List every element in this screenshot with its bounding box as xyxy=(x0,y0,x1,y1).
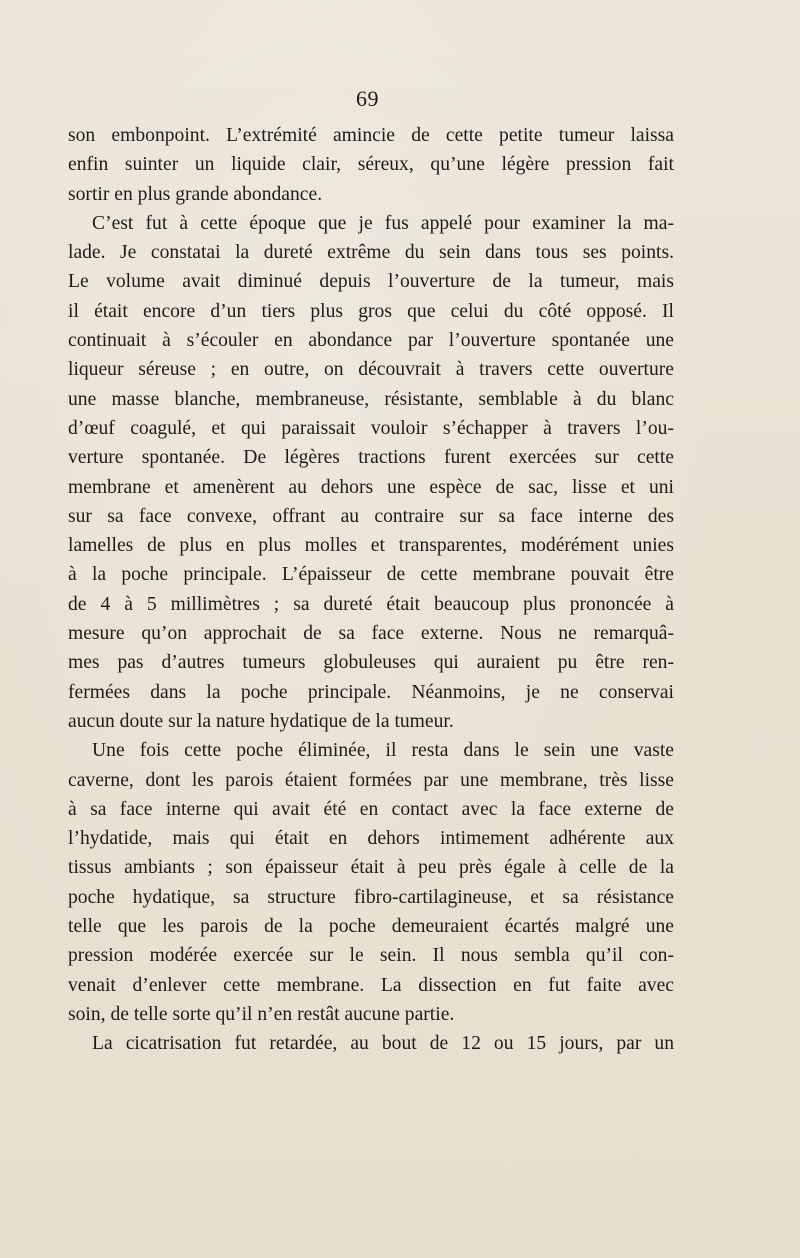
text-line: mesure qu’on approchait de sa face externe. Nous ne remarquâ- xyxy=(68,623,674,645)
text-line: C’est fut à cette époque que je fus appelé pour examiner la ma- xyxy=(92,212,674,234)
text-line: à sa face interne qui avait été en contact avec la face externe de xyxy=(68,798,674,820)
text-line: l’hydatide, mais qui était en dehors intimement adhérente aux xyxy=(68,828,674,850)
body-text xyxy=(68,121,674,1059)
text-line: sur sa face convexe, offrant au contraire sur sa face interne des xyxy=(68,505,674,527)
text-line: Le volume avait diminué depuis l’ouverture de la tumeur, mais xyxy=(68,271,674,293)
text-line: caverne, dont les parois étaient formées par une membrane, très lisse xyxy=(68,769,674,791)
page-number: 69 xyxy=(356,86,379,111)
text-line: soin, de telle sorte qu’il n’en restât aucune partie. xyxy=(68,1003,455,1025)
text-line: fermées dans la poche principale. Néanmoins, je ne conservai xyxy=(68,681,674,703)
text-line: venait d’enlever cette membrane. La dissection en fut faite avec xyxy=(68,974,674,996)
text-line: aucun doute sur la nature hydatique de la tumeur. xyxy=(68,710,454,732)
text-line: lade. Je constatai la dureté extrême du sein dans tous ses points. xyxy=(68,242,674,264)
text-line: de 4 à 5 millimètres ; sa dureté était beaucoup plus prononcée à xyxy=(68,593,674,615)
text-line: pression modérée exercée sur le sein. Il nous sembla qu’il con- xyxy=(68,945,674,967)
text-line: son embonpoint. L’extrémité amincie de cette petite tumeur laissa xyxy=(68,125,674,146)
text-line: sortir en plus grande abondance. xyxy=(68,183,323,205)
text-line: enfin suinter un liquide clair, séreux, qu’une légère pression fait xyxy=(68,154,674,176)
text-line: membrane et amenèrent au dehors une espèce de sac, lisse et uni xyxy=(68,476,674,498)
text-line: Une fois cette poche éliminée, il resta dans le sein une vaste xyxy=(92,740,674,762)
text-line: La cicatrisation fut retardée, au bout de 12 ou 15 jours, par un xyxy=(92,1033,674,1055)
text-line: d’œuf coagulé, et qui paraissait vouloir s’échapper à travers l’ou- xyxy=(68,417,674,439)
text-line: lamelles de plus en plus molles et transparentes, modérément unies xyxy=(68,535,674,557)
text-line: mes pas d’autres tumeurs globuleuses qui auraient pu être ren- xyxy=(68,652,674,674)
text-line: verture spontanée. De légères tractions furent exercées sur cette xyxy=(68,447,674,469)
text-line: continuait à s’écouler en abondance par l’ouverture spontanée une xyxy=(68,330,674,352)
text-line: à la poche principale. L’épaisseur de cette membrane pouvait être xyxy=(68,564,674,586)
text-line: il était encore d’un tiers plus gros que celui du côté opposé. Il xyxy=(68,300,674,322)
text-line: tissus ambiants ; son épaisseur était à peu près égale à celle de la xyxy=(68,857,674,879)
text-line: une masse blanche, membraneuse, résistante, semblable à du blanc xyxy=(68,388,674,410)
text-line: telle que les parois de la poche demeuraient écartés malgré une xyxy=(68,916,674,938)
text-line: liqueur séreuse ; en outre, on découvrait à travers cette ouverture xyxy=(68,359,674,381)
text-line: poche hydatique, sa structure fibro-cartilagineuse, et sa résistance xyxy=(68,886,674,908)
